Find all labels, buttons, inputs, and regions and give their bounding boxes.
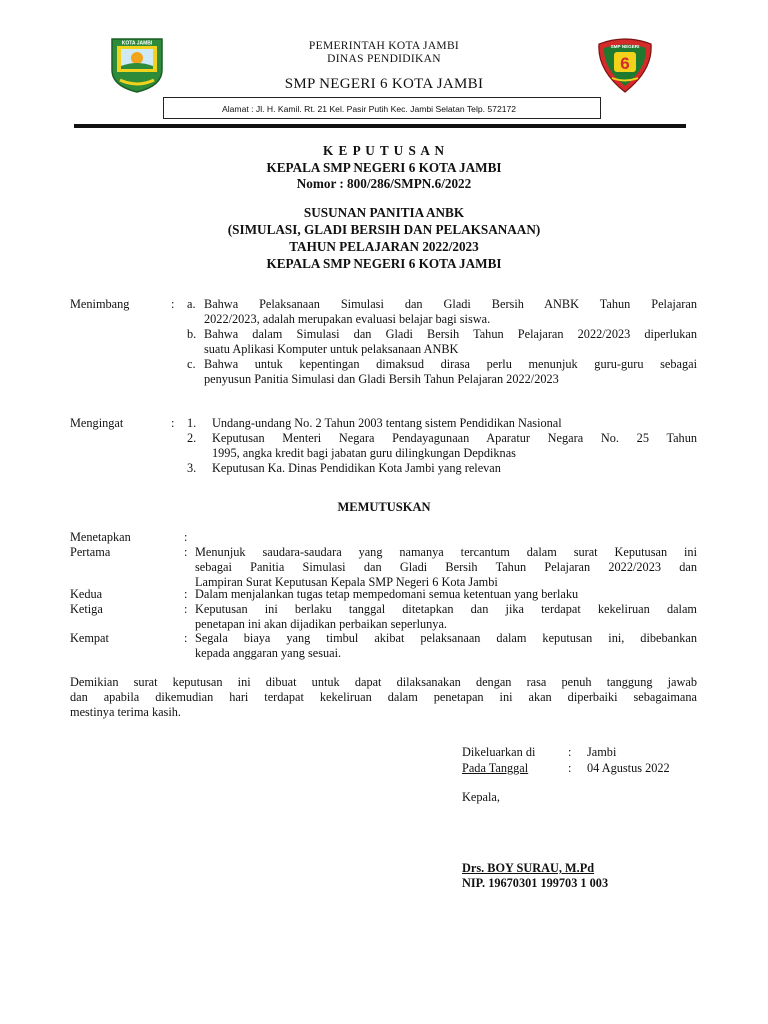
- menimbang-c-mark: c.: [187, 357, 196, 371]
- decree-subject-1: SUSUNAN PANITIA ANBK: [303, 205, 465, 220]
- mengingat-n1: 1.: [187, 416, 197, 430]
- decree-subject-4: KEPALA SMP NEGERI 6 KOTA JAMBI: [266, 256, 502, 271]
- kempat-colon: :: [184, 631, 188, 645]
- pertama-line1: Menunjuk saudara-saudara yang namanya tercantum dalam surat Keputusan ini: [195, 545, 697, 559]
- issued-at-label: Dikeluarkan di: [462, 745, 536, 759]
- mengingat-colon: :: [171, 416, 175, 430]
- issued-date-label: Pada Tanggal: [462, 761, 529, 775]
- ketiga-colon: :: [184, 602, 188, 616]
- smp-negeri-6-logo: [596, 36, 654, 94]
- menimbang-a-line1: Bahwa Pelaksanaan Simulasi dan Gladi Bersih ANBK Tahun Pelajaran: [204, 297, 697, 311]
- closing-line1: Demikian surat keputusan ini dibuat untuk dapat dilaksanakan dengan rasa penuh tanggung jawab: [70, 675, 697, 689]
- decree-subject-2: (SIMULASI, GLADI BERSIH DAN PELAKSANAAN): [227, 222, 541, 237]
- menimbang-label: Menimbang: [70, 297, 130, 311]
- kedua-label: Kedua: [70, 587, 103, 601]
- kempat-line1: Segala biaya yang timbul akibat pelaksanaan dalam keputusan ini, dibebankan: [195, 631, 697, 645]
- issued-date-row: [462, 761, 686, 776]
- menimbang-a-line2: 2022/2023, adalah merupakan evaluasi belajar bagi siswa.: [204, 312, 491, 326]
- kota-jambi-logo-text: KOTA JAMBI: [121, 40, 153, 47]
- mengingat-n3: 3.: [187, 461, 197, 475]
- pertama-line3: Lampiran Surat Keputusan Kepala SMP Negeri 6 Kota Jambi: [195, 575, 498, 589]
- ketiga-line1: Keputusan ini berlaku tanggal ditetapkan dan jika terdapat kekeliruan dalam: [195, 602, 697, 616]
- kempat-label: Kempat: [70, 631, 109, 645]
- signer-name: Drs. BOY SURAU, M.Pd: [462, 861, 595, 875]
- smp-logo-text: SMP NEGERI: [610, 44, 640, 49]
- kedua-line1: Dalam menjalankan tugas tetap mempedomani semua ketentuan yang berlaku: [195, 587, 579, 601]
- government-heading: PEMERINTAH KOTA JAMBI: [308, 40, 460, 52]
- smp-logo-number: 6: [620, 54, 630, 73]
- header-divider: [74, 124, 686, 128]
- pertama-colon: :: [184, 545, 188, 559]
- mengingat-label: Mengingat: [70, 416, 124, 430]
- menimbang-b-line1: Bahwa dalam Simulasi dan Gladi Bersih Tahun Pelajaran 2022/2023 diperlukan: [204, 327, 697, 341]
- menimbang-a-mark: a.: [187, 297, 196, 311]
- ketiga-line2: penetapan ini akan dijadikan perbaikan seperlunya.: [195, 617, 447, 631]
- menimbang-c-line2: penyusun Panitia Simulasi dan Gladi Bersih Tahun Pelajaran 2022/2023: [204, 372, 559, 386]
- menimbang-c-line1: Bahwa untuk kepentingan dimaksud dirasa perlu menunjuk guru-guru sebagai: [204, 357, 697, 371]
- issued-date-colon: :: [568, 761, 572, 775]
- kedua-colon: :: [184, 587, 188, 601]
- kempat-line2: kepada anggaran yang sesuai.: [195, 646, 342, 660]
- mengingat-item-3: Keputusan Ka. Dinas Pendidikan Kota Jambi yang relevan: [212, 461, 501, 475]
- mengingat-item-2-line2: 1995, angka kredit bagi jabatan guru dilingkungan Depdiknas: [212, 446, 516, 460]
- decree-number: Nomor : 800/286/SMPN.6/2022: [296, 176, 472, 191]
- decree-issuer: KEPALA SMP NEGERI 6 KOTA JAMBI: [266, 160, 502, 175]
- mengingat-n2: 2.: [187, 431, 197, 445]
- issued-date-value: 04 Agustus 2022: [587, 761, 670, 775]
- menimbang-b-line2: suatu Aplikasi Komputer untuk pelaksanaan ANBK: [204, 342, 459, 356]
- menetapkan-colon: :: [184, 530, 188, 544]
- signer-nip: NIP. 19670301 199703 1 003: [462, 876, 609, 890]
- department-heading: DINAS PENDIDIKAN: [327, 53, 441, 65]
- address-box: Alamat : Jl. H. Kamil. Rt. 21 Kel. Pasir Putih Kec. Jambi Selatan Telp. 572172: [163, 97, 601, 119]
- memutuskan-heading: MEMUTUSKAN: [337, 500, 431, 514]
- ketiga-label: Ketiga: [70, 602, 103, 616]
- menimbang-b-mark: b.: [187, 327, 197, 341]
- menetapkan-label: Menetapkan: [70, 530, 131, 544]
- issued-at-colon: :: [568, 745, 572, 759]
- signer-role: Kepala,: [462, 790, 500, 804]
- mengingat-item-1: Undang-undang No. 2 Tahun 2003 tentang sistem Pendidikan Nasional: [212, 416, 562, 430]
- pertama-label: Pertama: [70, 545, 111, 559]
- decree-subject-3: TAHUN PELAJARAN 2022/2023: [289, 239, 479, 254]
- closing-line3: mestinya terima kasih.: [70, 705, 181, 719]
- issued-at-value: Jambi: [587, 745, 617, 759]
- menimbang-colon: :: [171, 297, 175, 311]
- decree-title: K E P U T U S A N: [322, 143, 446, 158]
- mengingat-item-2-line1: Keputusan Menteri Negara Pendayagunaan Aparatur Negara No. 25 Tahun: [212, 431, 697, 445]
- pertama-line2: sebagai Panitia Simulasi dan Gladi Bersih Tahun Pelajaran 2022/2023 dan: [195, 560, 697, 574]
- closing-line2: dan apabila dikemudian hari terdapat kekeliruan dalam penetapan ini akan diperbaiki sebagaimana: [70, 690, 697, 704]
- school-heading: SMP NEGERI 6 KOTA JAMBI: [284, 76, 484, 92]
